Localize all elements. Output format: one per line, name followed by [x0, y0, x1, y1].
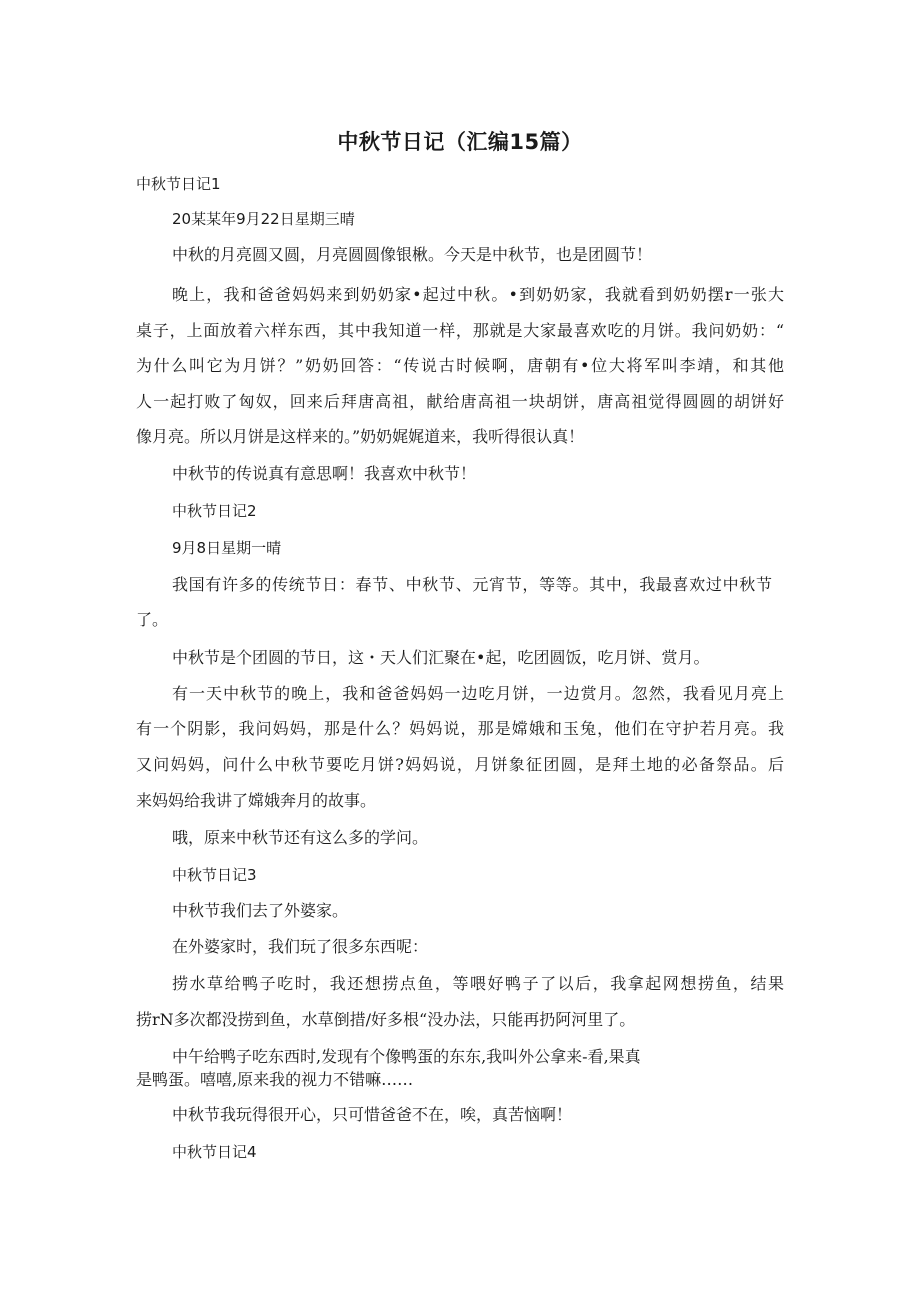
diary-1-heading: 中秋节日记1	[136, 175, 221, 193]
diary-3-paragraph-5: 中秋节我玩得很开心，只可惜爸爸不在，唉，真苦恼啊！	[172, 1105, 573, 1124]
diary-1-paragraph-1: 中秋的月亮圆又圆，月亮圆圆像银楸。今天是中秋节，也是团圆节！	[172, 245, 653, 264]
document-title: 中秋节日记（汇编15篇）	[337, 130, 583, 154]
diary-2-paragraph-3-line: 有一天中秋节的晚上，我和爸爸妈妈一边吃月饼，一边赏月。忽然，我看见月亮上	[172, 684, 784, 703]
diary-4-heading: 中秋节日记4	[172, 1143, 257, 1161]
diary-2-paragraph-1-line: 我国有许多的传统节日：春节、中秋节、元宵节，等等。其中，我最喜欢过中秋节	[172, 575, 772, 594]
diary-1-date: 20某某年9月22日星期三晴	[172, 210, 355, 228]
diary-3-heading: 中秋节日记3	[172, 866, 257, 884]
diary-2-paragraph-1-line: 了。	[136, 610, 169, 629]
diary-1-paragraph-2-line: 为什么叫它为月饼？”奶奶回答：“传说古时候啊，唐朝有•位大将军叫李靖，和其他	[136, 356, 784, 375]
diary-2-paragraph-3-line: 来妈妈给我讲了嫦娥奔月的故事。	[136, 791, 377, 810]
diary-3-paragraph-1: 中秋节我们去了外婆家。	[172, 901, 349, 920]
diary-3-paragraph-2: 在外婆家时，我们玩了很多东西呢：	[172, 937, 429, 956]
diary-1-paragraph-2-line: 像月亮。所以月饼是这样来的。”奶奶娓娓道来，我听得很认真！	[136, 427, 585, 446]
diary-2-date: 9月8日星期一晴	[172, 539, 282, 557]
diary-2-paragraph-3-line: 有一个阴影，我问妈妈，那是什么？妈妈说，那是嫦娥和玉兔，他们在守护若月亮。我	[136, 719, 784, 738]
diary-1-paragraph-2-line: 人一起打败了匈奴，回来后拜唐高祖，献给唐高祖一块胡饼，唐高祖觉得圆圆的胡饼好	[136, 392, 784, 411]
diary-1-paragraph-3: 中秋节的传说真有意思啊！我喜欢中秋节！	[172, 464, 477, 483]
diary-2-paragraph-4: 哦，原来中秋节还有这么多的学问。	[172, 828, 429, 847]
diary-2-heading: 中秋节日记2	[172, 502, 257, 520]
diary-1-paragraph-2-line: 桌子，上面放着六样东西，其中我知道一样，那就是大家最喜欢吃的月饼。我问奶奶：“	[136, 321, 784, 340]
diary-1-paragraph-2-line: 晚上，我和爸爸妈妈来到奶奶家•起过中秋。•到奶奶家，我就看到奶奶摆r一张大	[172, 285, 784, 304]
diary-2-paragraph-2: 中秋节是个团圆的节日，这・天人们汇聚在•起，吃团圆饭，吃月饼、赏月。	[172, 648, 710, 667]
diary-3-paragraph-4-line: 是鸭蛋。嘻嘻,原来我的视力不错嘛……	[136, 1070, 414, 1089]
diary-3-paragraph-3-line: 捞水草给鸭子吃时，我还想捞点鱼，等喂好鸭子了以后，我拿起网想捞鱼，结果	[172, 974, 784, 993]
diary-3-paragraph-3-line: 捞rN多次都没捞到鱼，水草倒措/好多根“没办法，只能再扔阿河里了。	[136, 1010, 636, 1029]
diary-3-paragraph-4-line: 中午给鸭子吃东西时,发现有个像鸭蛋的东东,我叫外公拿来-看,果真	[172, 1047, 641, 1066]
diary-2-paragraph-3-line: 又问妈妈，问什么中秋节要吃月饼?妈妈说，月饼象征团圆，是拜土地的必备祭品。后	[136, 755, 784, 774]
